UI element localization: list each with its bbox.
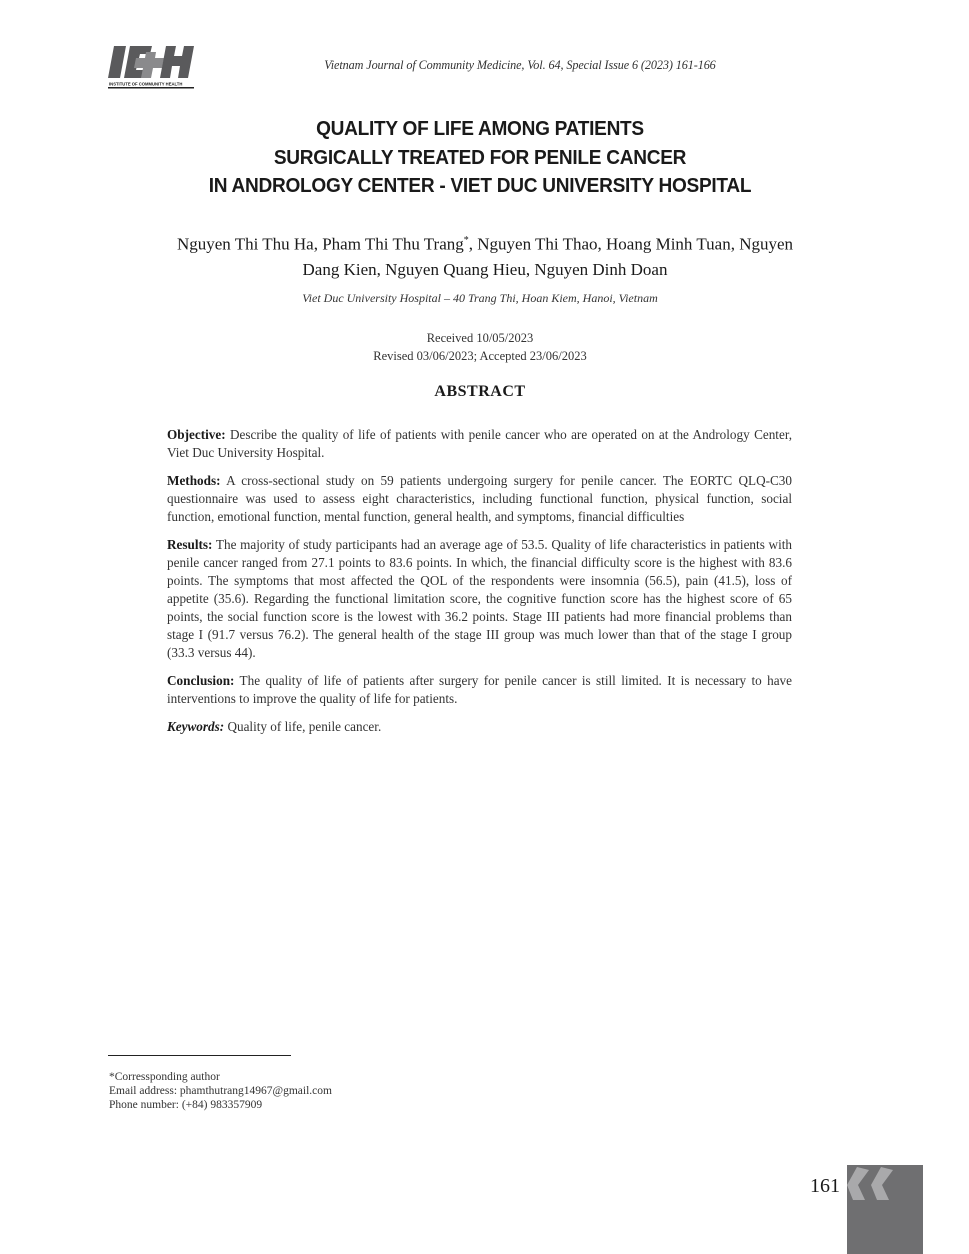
journal-citation: Vietnam Journal of Community Medicine, Vol. 64, Special Issue 6 (2023) 161-166: [324, 58, 716, 72]
affiliation: Viet Duc University Hospital – 40 Trang Thi, Hoan Kiem, Hanoi, Vietnam: [302, 291, 658, 305]
received-date: Received 10/05/2023: [426, 331, 534, 345]
corresponding-author-note: *Corressponding author: [109, 1071, 220, 1083]
page-tab: [847, 1165, 923, 1254]
section-label: Results:: [167, 537, 213, 552]
section-label: Keywords:: [167, 719, 225, 734]
abstract-heading: ABSTRACT: [434, 383, 526, 400]
revised-accepted-dates: Revised 03/06/2023; Accepted 23/06/2023: [373, 349, 587, 363]
article-title: [127, 115, 834, 201]
title-line: SURGICALLY TREATED FOR PENILE CANCER: [273, 145, 687, 169]
author-list: [100, 228, 870, 282]
footnote-divider: [108, 1055, 291, 1056]
abstract-keywords: [167, 718, 792, 736]
authors-text: Nguyen Thi Thu Ha, Pham Thi Thu Trang: [176, 234, 464, 254]
corresponding-author-mark: *: [463, 235, 469, 246]
authors-text: , Nguyen Thi Thao, Hoang Minh Tuan, Nguyen: [468, 234, 794, 254]
authors-text: Dang Kien, Nguyen Quang Hieu, Nguyen Dinh Doan: [302, 259, 668, 279]
title-line: IN ANDROLOGY CENTER - VIET DUC UNIVERSITY HOSPITAL: [208, 174, 752, 197]
abstract-conclusion: [167, 672, 792, 708]
page-number: 161: [810, 1175, 840, 1197]
section-text: The quality of life of patients after surgery for penile cancer is still limited. It is necessary to have interventions to improve the quality of life for patients.: [167, 673, 792, 706]
title-line: QUALITY OF LIFE AMONG PATIENTS: [316, 117, 644, 140]
section-text: The majority of study participants had an average age of 53.5. Quality of life characteristics in patients with penile cancer ranged from 27.1 points to 83.6 points. In which, the financial difficulty score is the highest with 83.6 points. The symptoms that most affected the QOL of the respondents were insomnia (56.5), pain (41.5), loss of appetite (35.6). Regarding the functional limitation score, the cognitive function score has the highest score of 65 points, the social function score is the lowest with 36.2 points. Stage III patients had more financial problems than stage I (91.7 versus 76.2). The general health of the stage III group was much lower than that of the stage I group (33.3 versus 44).: [167, 537, 792, 660]
section-label: Conclusion:: [167, 673, 235, 688]
double-chevron-left-icon: [847, 1165, 923, 1254]
abstract-objective: [167, 426, 792, 462]
section-label: Methods:: [167, 473, 221, 488]
section-label: Objective:: [167, 427, 226, 442]
section-text: A cross-sectional study on 59 patients undergoing surgery for penile cancer. The EORTC QLQ-C30 questionnaire was used to assess eight characteristics, including functional function, physical function, social function, emotional function, mental function, general health, and symptoms, financial difficulties: [167, 473, 792, 524]
abstract-methods: [167, 472, 792, 526]
abstract-body: [167, 426, 792, 746]
abstract-results: [167, 536, 792, 662]
section-text: Describe the quality of life of patients with penile cancer who are operated on at the Andrology Center, Viet Duc University Hospital.: [167, 427, 792, 460]
article-dates: [280, 329, 680, 365]
ich-logo-icon: [108, 44, 196, 90]
journal-logo: [108, 44, 196, 90]
section-text: Quality of life, penile cancer.: [224, 719, 382, 734]
svg-text:INSTITUTE OF COMMUNITY HEALTH: INSTITUTE OF COMMUNITY HEALTH: [109, 81, 183, 87]
email-address: Email address: phamthutrang14967@gmail.com: [109, 1085, 332, 1097]
phone-number: Phone number: (+84) 983357909: [109, 1099, 263, 1111]
footnote: [109, 1070, 509, 1112]
